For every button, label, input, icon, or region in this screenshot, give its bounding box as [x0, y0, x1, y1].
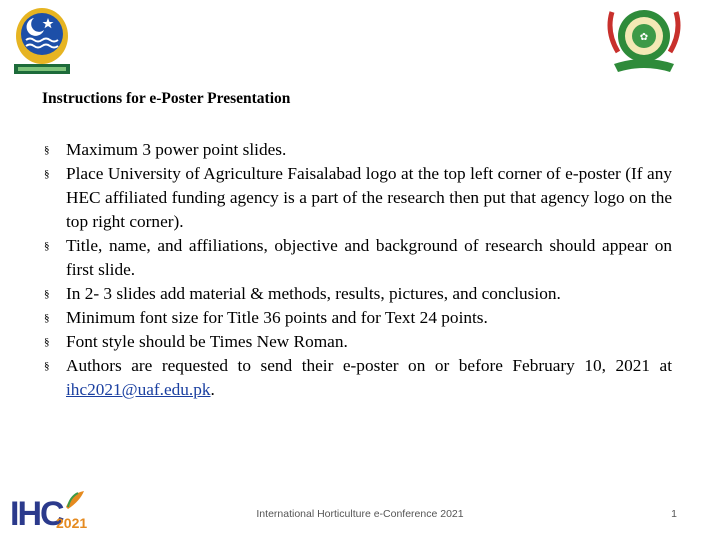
slide-title: Instructions for e-Poster Presentation: [42, 90, 291, 107]
list-item: § Place University of Agriculture Faisalabad logo at the top left corner of e-poster (If any HEC affiliated funding agency is a part of the research then put that agency logo on the top right corner).: [44, 164, 672, 231]
bullet-icon: §: [44, 168, 50, 180]
email-link[interactable]: ihc2021@uaf.edu.pk: [66, 380, 211, 399]
bullet-icon: §: [44, 360, 50, 372]
list-item: § In 2- 3 slides add material & methods, results, pictures, and conclusion.: [44, 282, 672, 306]
list-item: § Font style should be Times New Roman.: [44, 330, 672, 354]
svg-text:✿: ✿: [639, 32, 649, 43]
bullet-icon: §: [44, 288, 50, 300]
list-item: § Minimum font size for Title 36 points and for Text 24 points.: [44, 306, 672, 330]
footer-text: International Horticulture e-Conference 2021: [256, 508, 464, 520]
list-item: § Title, name, and affiliations, objective and background of research should appear on first slide.: [44, 236, 672, 279]
list-item: § Maximum 3 power point slides.: [44, 138, 672, 162]
uaf-logo: [604, 4, 684, 76]
bullet-icon: §: [44, 312, 50, 324]
bullet-icon: §: [44, 336, 50, 348]
bullet-icon: §: [44, 144, 50, 156]
list-item: § Authors are requested to send their e-poster on or before February 10, 2021 at ihc2021@uaf.edu.pk.: [44, 356, 672, 399]
hec-logo: [10, 4, 74, 76]
instruction-list: [44, 138, 672, 402]
bullet-icon: §: [44, 240, 50, 252]
ihc-text: IHC: [10, 495, 63, 531]
ihc-year: 2021: [56, 515, 88, 531]
page-number: 1: [671, 508, 677, 520]
